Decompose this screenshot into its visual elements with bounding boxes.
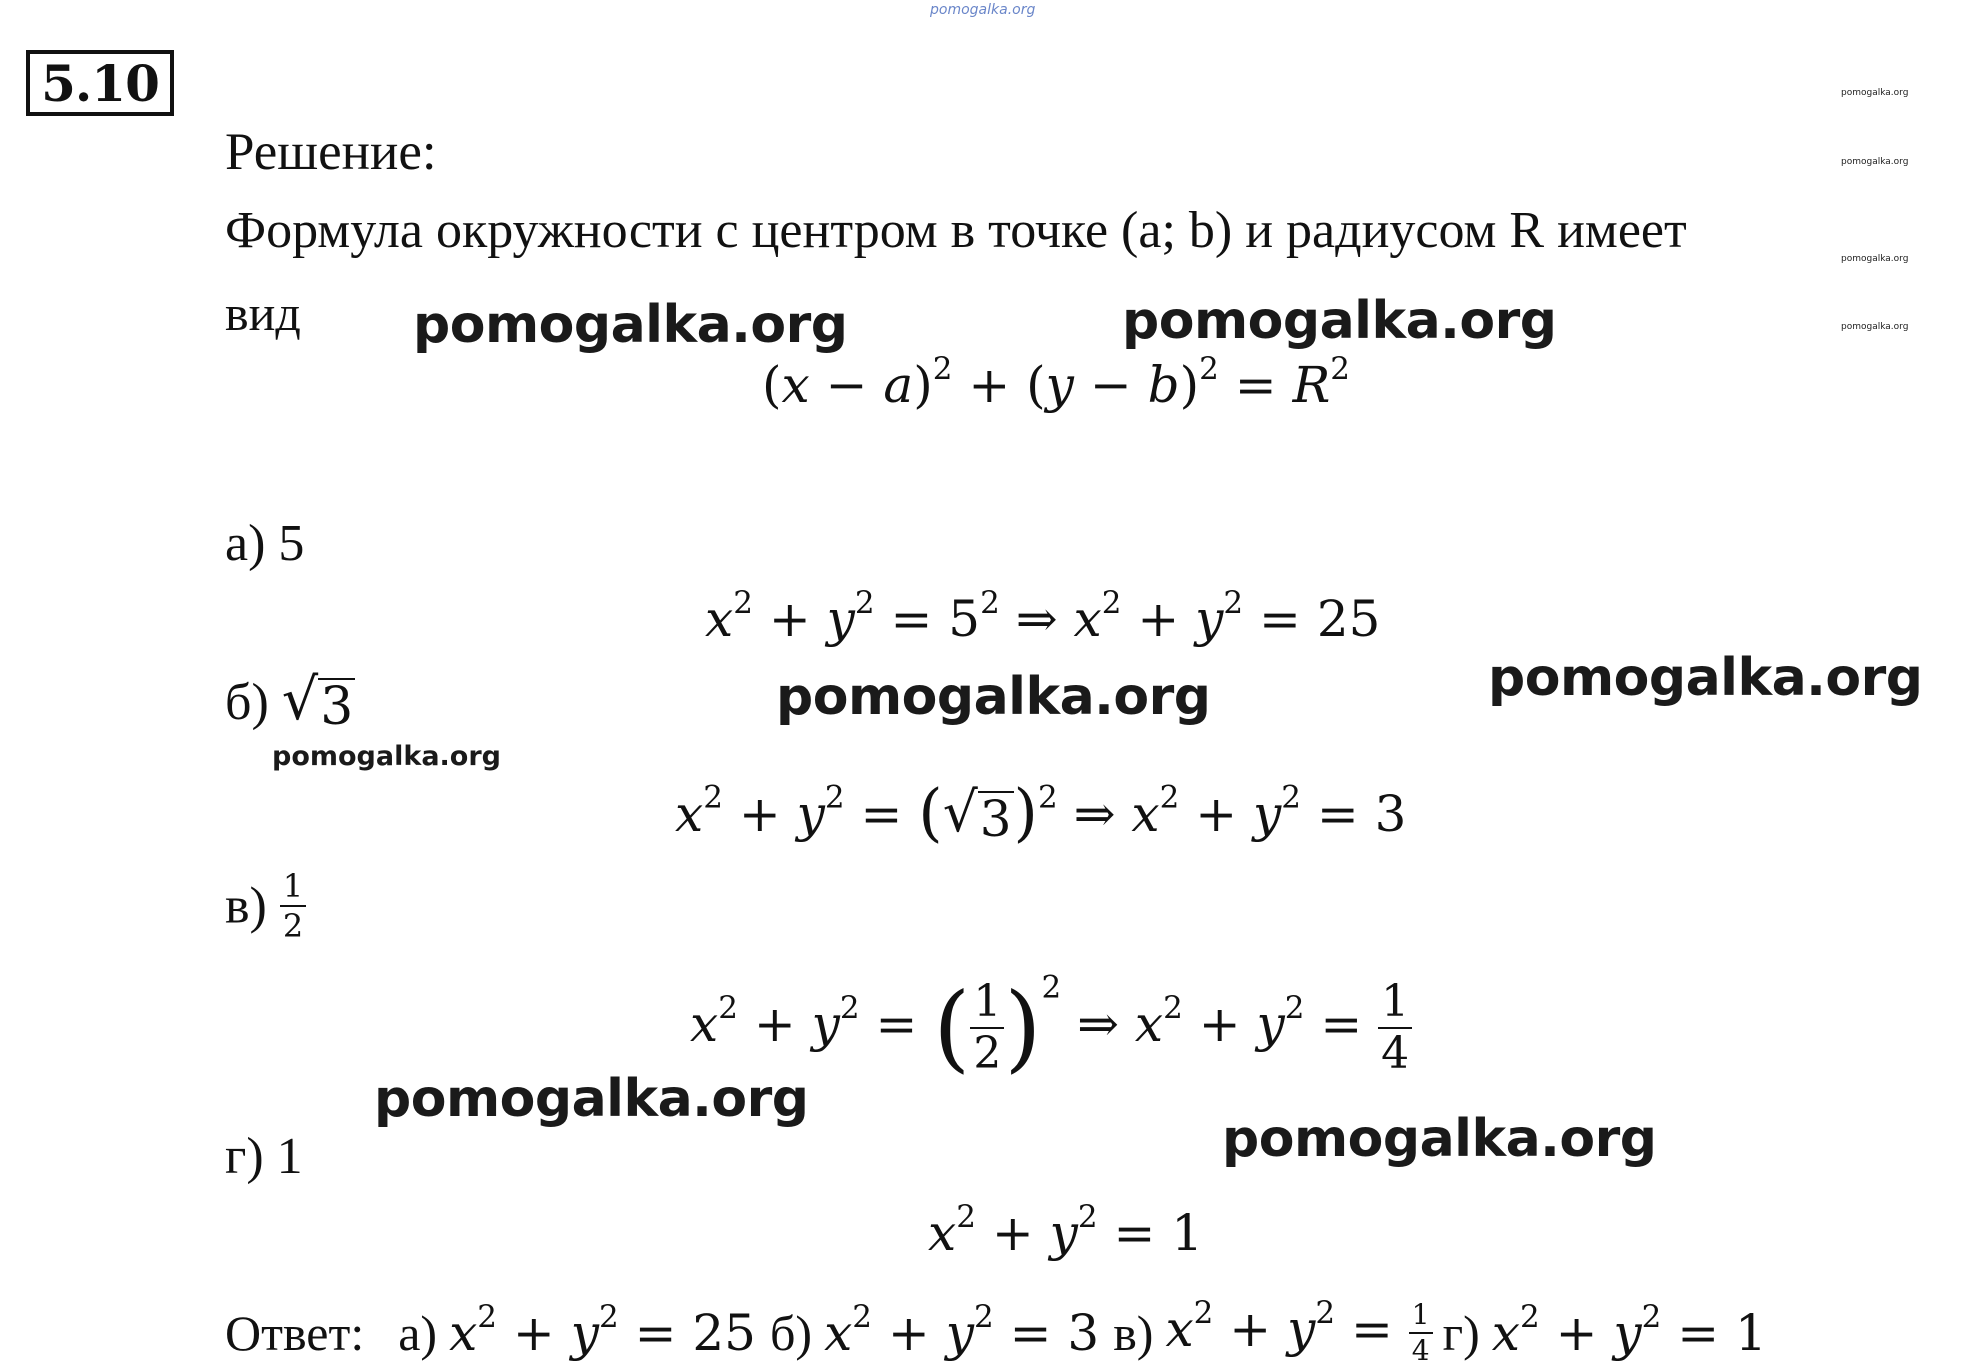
- problem-number: 5.10: [41, 53, 159, 113]
- side-watermark: pomogalka.org: [1841, 254, 1909, 264]
- solution-label: Решение:: [225, 123, 437, 181]
- part-v-label: в) $\frac{1}{2}$: [225, 870, 306, 942]
- watermark-text: pomogalka.org: [272, 741, 501, 772]
- watermark-text: pomogalka.org: [413, 295, 848, 355]
- part-g-label: г) 1: [225, 1128, 303, 1185]
- watermark-text: pomogalka.org: [374, 1069, 809, 1129]
- intro-text-line2: вид: [225, 285, 301, 341]
- part-b-label: б) √ 3: [225, 667, 354, 737]
- side-watermark: pomogalka.org: [1841, 88, 1909, 98]
- top-watermark: pomogalka.org: [930, 2, 1036, 18]
- intro-text-line1: Формула окружности с центром в точке (a; b) и радиусом R имеет: [225, 202, 1687, 259]
- side-watermark: pomogalka.org: [1841, 157, 1909, 167]
- watermark-text: pomogalka.org: [1488, 648, 1923, 708]
- general-circle-formula: $(x - a)^2 + (y - b)^2 = R^2$: [762, 350, 1350, 414]
- answer-label: Ответ:: [225, 1304, 365, 1361]
- part-b-equation: $x^2 + y^2$ = ( √ 3 )$^2$ ⇒ $x^2 + y^2 = 3$: [675, 776, 1407, 849]
- part-a-equation: $x^2 + y^2 = 5^2$ ⇒ $x^2 + y^2 = 25$: [705, 584, 1381, 648]
- problem-number-box: [26, 50, 174, 116]
- answer-line: Ответ: а) $x^2 + y^2 = 25$ б) $x^2 + y^2 = 3$ в) $x^2 + y^2$ = $\frac{1}{4}$ г) $x^2 + y^2 = 1$: [225, 1294, 1767, 1367]
- part-a-label: а) 5: [225, 515, 305, 572]
- watermark-text: pomogalka.org: [1122, 291, 1557, 351]
- side-watermark: pomogalka.org: [1841, 322, 1909, 332]
- watermark-text: pomogalka.org: [1222, 1109, 1657, 1169]
- part-v-equation: $x^2 + y^2$ = ( $\frac{1}{2}$ )$^2$ ⇒ $x^2 + y^2$ = $\frac{1}{4}$: [690, 980, 1412, 1076]
- part-g-equation: $x^2 + y^2 = 1$: [928, 1198, 1204, 1262]
- watermark-text: pomogalka.org: [776, 667, 1211, 727]
